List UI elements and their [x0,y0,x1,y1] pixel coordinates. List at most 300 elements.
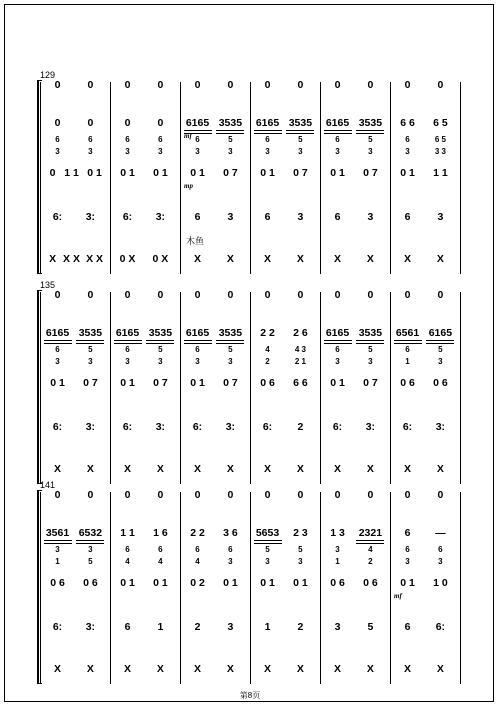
beam-line [286,133,314,134]
beam-line [76,540,104,541]
chord-note: 3 [438,357,443,366]
dynamic-mark: mf [394,592,402,600]
beam-line [44,543,72,544]
note-group: 0 1 [50,377,65,389]
note-group: 3 6 [223,527,238,539]
chord-note: 3 [368,147,373,156]
note-group: 0 7 [363,167,378,179]
note-group: 1 0 [433,577,448,589]
note-group: 0 [87,289,94,301]
note-group: 0 1 [330,167,345,179]
beam-line [254,540,282,541]
note-group: X [333,253,342,265]
note-group: 6 6 [400,117,415,129]
barline [460,292,461,484]
note-group: 2321 [358,527,383,539]
note-group: 6165 [428,327,453,339]
chord-note: 2 1 [294,357,306,366]
chord-note: 3 [298,147,303,156]
note-group: 0 [54,489,61,501]
note-group: 0 1 [87,167,102,179]
note-group: 0 [334,79,341,91]
chord-note: 5 [265,545,270,554]
barline [110,82,111,274]
note-group: 3: [85,421,96,433]
barline [40,492,41,684]
chord-note: 5 [228,135,233,144]
note-group: X [226,463,234,475]
chord-note: 3 [88,357,93,366]
chord-note: 3 [298,557,303,566]
chord-note: 3 [158,357,163,366]
chord-note: 6 [405,345,410,354]
note-group: 2 2 [190,527,205,539]
chord-note: 3 [228,357,233,366]
note-group: 6: [262,421,273,433]
note-group: 0 6 [83,577,98,589]
chord-note: 6 [55,345,60,354]
barline [460,82,461,274]
note-group: X [366,253,374,265]
barline [460,492,461,684]
note-group: — [435,527,446,539]
note-group: 6: [402,421,413,433]
note-group: X [263,253,272,265]
note-group: 6561 [395,327,420,339]
note-group: 1 [157,621,164,633]
beam-line [146,343,174,344]
beam-line [216,343,244,344]
note-group: 3535 [288,117,313,129]
note-group: 1 1 [433,167,448,179]
barline [40,292,41,484]
chord-note: 6 [335,135,340,144]
barline [180,292,181,484]
note-group: 0 6 [400,377,415,389]
note-group: 0 1 [120,167,135,179]
note-group: 3: [225,421,236,433]
note-group: 6165 [325,117,350,129]
barline [180,492,181,684]
note-group: 0 [157,489,164,501]
note-group: 3535 [358,327,383,339]
note-group: 0 [157,79,164,91]
staff-system [0,480,500,680]
note-group: 0 7 [363,377,378,389]
barline [390,292,391,484]
note-group: 3535 [218,327,243,339]
chord-note: 1 [405,357,410,366]
staff-system [0,70,500,270]
note-group: X X [63,253,80,265]
chord-note: 3 [125,147,130,156]
note-group: 0 X [119,253,136,265]
chord-note: 3 [228,147,233,156]
chord-note: 3 [88,147,93,156]
note-group: 0 [227,489,234,501]
note-group: 6: [192,421,203,433]
note-group: 3 [297,211,304,223]
note-group: X [53,463,62,475]
note-group: 0 [194,289,201,301]
note-group: 3 [437,211,444,223]
chord-note: 5 [368,135,373,144]
chord-note: 6 [195,345,200,354]
chord-note: 3 [55,357,60,366]
barline [390,492,391,684]
chord-note: 4 [265,345,270,354]
dynamic-mark: mf [184,132,192,140]
note-group: 0 [437,289,444,301]
beam-line [426,340,454,341]
note-group: 2 [194,621,201,633]
note-group: 0 [54,289,61,301]
chord-note: 5 [158,345,163,354]
chord-note: 4 [158,557,163,566]
note-group: X [49,253,57,265]
note-group: 0 [194,79,201,91]
beam-line [184,343,212,344]
chord-note: 3 [335,545,340,554]
note-group: 3: [155,421,166,433]
chord-note: 3 [405,147,410,156]
note-group: 0 [264,289,271,301]
note-group: 6 [334,211,341,223]
note-group: 6 [404,211,411,223]
barline [320,492,321,684]
note-group: 0 1 [330,377,345,389]
note-group: X [156,463,164,475]
note-group: 2 2 [260,327,275,339]
chord-note: 6 [195,135,200,144]
chord-note: 3 [265,147,270,156]
note-group: X [193,663,202,675]
barline [110,292,111,484]
note-group: 0 1 [223,577,238,589]
note-group: 3 [367,211,374,223]
note-group: 1 1 [120,527,135,539]
note-group: 0 [194,489,201,501]
note-group: 6165 [115,327,140,339]
beam-line [184,130,212,131]
chord-note: 4 [368,545,373,554]
note-group: 0 7 [83,377,98,389]
chord-note: 2 [265,357,270,366]
beam-line [356,543,384,544]
chord-note: 5 [368,345,373,354]
beam-line [356,133,384,134]
chord-note: 6 [335,345,340,354]
note-group: 3 [227,211,234,223]
note-group: X [296,253,304,265]
note-group: 2 6 [293,327,308,339]
measure-number: 129 [40,70,56,80]
staff-system [0,280,500,480]
note-group: 0 [264,489,271,501]
note-group: 6165 [185,117,210,129]
note-group: 0 1 [293,577,308,589]
note-group: 0 [367,79,374,91]
chord-note: 6 [405,545,410,554]
note-group: 0 [437,79,444,91]
note-group: 0 [297,489,304,501]
chord-note: 6 [55,135,60,144]
note-group: 3: [155,211,166,223]
note-group: 3 [334,621,341,633]
note-group: 0 1 [153,167,168,179]
note-group: 3561 [45,527,70,539]
note-group: 0 [334,289,341,301]
chord-note: 6 [195,545,200,554]
beam-line [254,543,282,544]
note-group: 0 [404,489,411,501]
note-group: 3535 [218,117,243,129]
note-group: X [333,463,342,475]
beam-line [254,130,282,131]
note-group: 3535 [78,327,103,339]
beam-line [356,540,384,541]
note-group: X [296,463,304,475]
chord-note: 6 5 [434,135,446,144]
note-group: 3: [435,421,446,433]
note-group: 0 1 [260,577,275,589]
note-group: 6165 [45,327,70,339]
note-group: X [403,253,412,265]
chord-note: 1 [335,557,340,566]
note-group: 6: [122,211,133,223]
beam-line [76,343,104,344]
note-group: 0 1 [400,167,415,179]
note-group: 6: [435,621,446,633]
note-group: 0 [227,289,234,301]
chord-note: 3 [88,545,93,554]
note-group: 6 [124,621,131,633]
note-group: 3: [85,211,96,223]
note-group: X [226,663,234,675]
note-group: 0 6 [50,577,65,589]
beam-line [76,543,104,544]
note-group: 0 [157,117,164,129]
chord-note: 3 [125,357,130,366]
note-group: 0 [124,289,131,301]
note-group: X [53,663,62,675]
chord-note: 5 [298,545,303,554]
note-group: X [193,463,202,475]
chord-note: 6 [158,135,163,144]
note-group: 0 1 [190,377,205,389]
note-group: 1 [264,621,271,633]
barline [250,492,251,684]
note-group: 6532 [78,527,103,539]
beam-line [324,130,352,131]
beam-line [254,133,282,134]
beam-line [184,340,212,341]
note-group: X [86,663,94,675]
beam-line [356,130,384,131]
beam-line [216,340,244,341]
beam-line [44,343,72,344]
note-group: X [366,663,374,675]
note-group: 5 [367,621,374,633]
note-group: X X [86,253,104,265]
note-group: X [333,663,342,675]
note-group: 6 [194,211,201,223]
note-group: 3 [227,621,234,633]
note-group: 0 [87,79,94,91]
chord-note: 6 [125,135,130,144]
chord-note: 6 [158,545,163,554]
note-group: 6 [404,527,411,539]
chord-note: 4 3 [294,345,306,354]
note-group: 2 3 [293,527,308,539]
note-group: X [403,663,412,675]
chord-note: 6 [265,135,270,144]
note-group: 6 [264,211,271,223]
note-group: 0 1 [260,167,275,179]
note-group: 6: [332,421,343,433]
chord-note: 6 [88,135,93,144]
chord-note: 4 [195,557,200,566]
note-group: 5653 [255,527,280,539]
dynamic-mark: mp [184,182,193,190]
beam-line [324,343,352,344]
beam-line [356,343,384,344]
note-group: 3: [365,421,376,433]
note-group: 0 [437,489,444,501]
note-group: 0 2 [190,577,205,589]
note-group: 3535 [148,327,173,339]
chord-note: 3 [195,357,200,366]
note-group: 6165 [185,327,210,339]
note-group: 0 1 [400,577,415,589]
note-group: X [296,663,304,675]
chord-note: 3 3 [434,147,446,156]
note-group: X [156,663,164,675]
note-group: 3535 [358,117,383,129]
chord-note: 6 [125,545,130,554]
beam-line [426,343,454,344]
beam-line [394,340,422,341]
note-group: X [436,663,444,675]
note-group: X [123,663,132,675]
beam-line [146,340,174,341]
note-group: 0 7 [153,377,168,389]
note-group: 0 [49,167,56,179]
note-group: 0 [227,79,234,91]
barline [390,82,391,274]
note-group: X [366,463,374,475]
beam-line [324,133,352,134]
note-group: 0 1 [153,577,168,589]
note-group: 0 [87,117,94,129]
note-group: 0 [54,117,61,129]
note-group: 0 7 [223,167,238,179]
note-group: X [403,463,412,475]
note-group: 2 [297,421,304,433]
note-group: 6: [52,621,63,633]
note-group: 6165 [255,117,280,129]
note-group: 0 7 [223,377,238,389]
note-group: 1 6 [153,527,168,539]
beam-line [114,343,142,344]
chord-note: 6 [405,135,410,144]
chord-note: 6 [125,345,130,354]
note-group: 6: [52,211,63,223]
measure-number: 135 [40,280,56,290]
chord-note: 3 [368,357,373,366]
note-group: 0 1 [120,577,135,589]
note-group: X [263,663,272,675]
chord-note: 3 [335,357,340,366]
note-group: 1 1 [64,167,79,179]
chord-note: 5 [298,135,303,144]
chord-note: 3 [335,147,340,156]
chord-note: 3 [158,147,163,156]
note-group: 0 [124,489,131,501]
beam-line [394,343,422,344]
note-group: X [436,463,444,475]
note-group: X [86,463,94,475]
chord-note: 5 [88,345,93,354]
note-group: 0 6 [433,377,448,389]
note-group: 0 7 [293,167,308,179]
note-group: 6 6 [293,377,308,389]
note-group: 6: [52,421,63,433]
beam-line [114,340,142,341]
beam-line [44,540,72,541]
note-group: 0 X [152,253,169,265]
chord-note: 3 [405,557,410,566]
note-group: 0 [404,79,411,91]
note-group: 0 [157,289,164,301]
note-group: 2 [297,621,304,633]
chord-note: 4 [125,557,130,566]
beam-line [216,133,244,134]
note-group: 0 [124,117,131,129]
beam-line [76,340,104,341]
barline [250,292,251,484]
beam-line [216,130,244,131]
note-group: 6: [122,421,133,433]
note-group: 0 [367,289,374,301]
beam-line [356,340,384,341]
chord-note: 1 [55,557,60,566]
barline [40,82,41,274]
chord-note: 2 [368,557,373,566]
note-group: 0 1 [190,167,205,179]
chord-note: 3 [195,147,200,156]
barline [320,82,321,274]
chord-note: 3 [55,147,60,156]
note-group: 0 [87,489,94,501]
chord-note: 3 [265,557,270,566]
page-footer: 第8页 [239,691,261,700]
note-group: 0 6 [330,577,345,589]
note-group: 0 [124,79,131,91]
note-group: X [123,463,132,475]
chord-note: 3 [55,545,60,554]
note-group: X [193,253,202,265]
note-group: X [263,463,272,475]
note-group: X [436,253,444,265]
barline [250,82,251,274]
chord-note: 5 [88,557,93,566]
note-group: 0 [404,289,411,301]
note-group: X [226,253,234,265]
chord-note: 6 [438,545,443,554]
chord-note: 3 [228,557,233,566]
note-group: 0 1 [120,377,135,389]
